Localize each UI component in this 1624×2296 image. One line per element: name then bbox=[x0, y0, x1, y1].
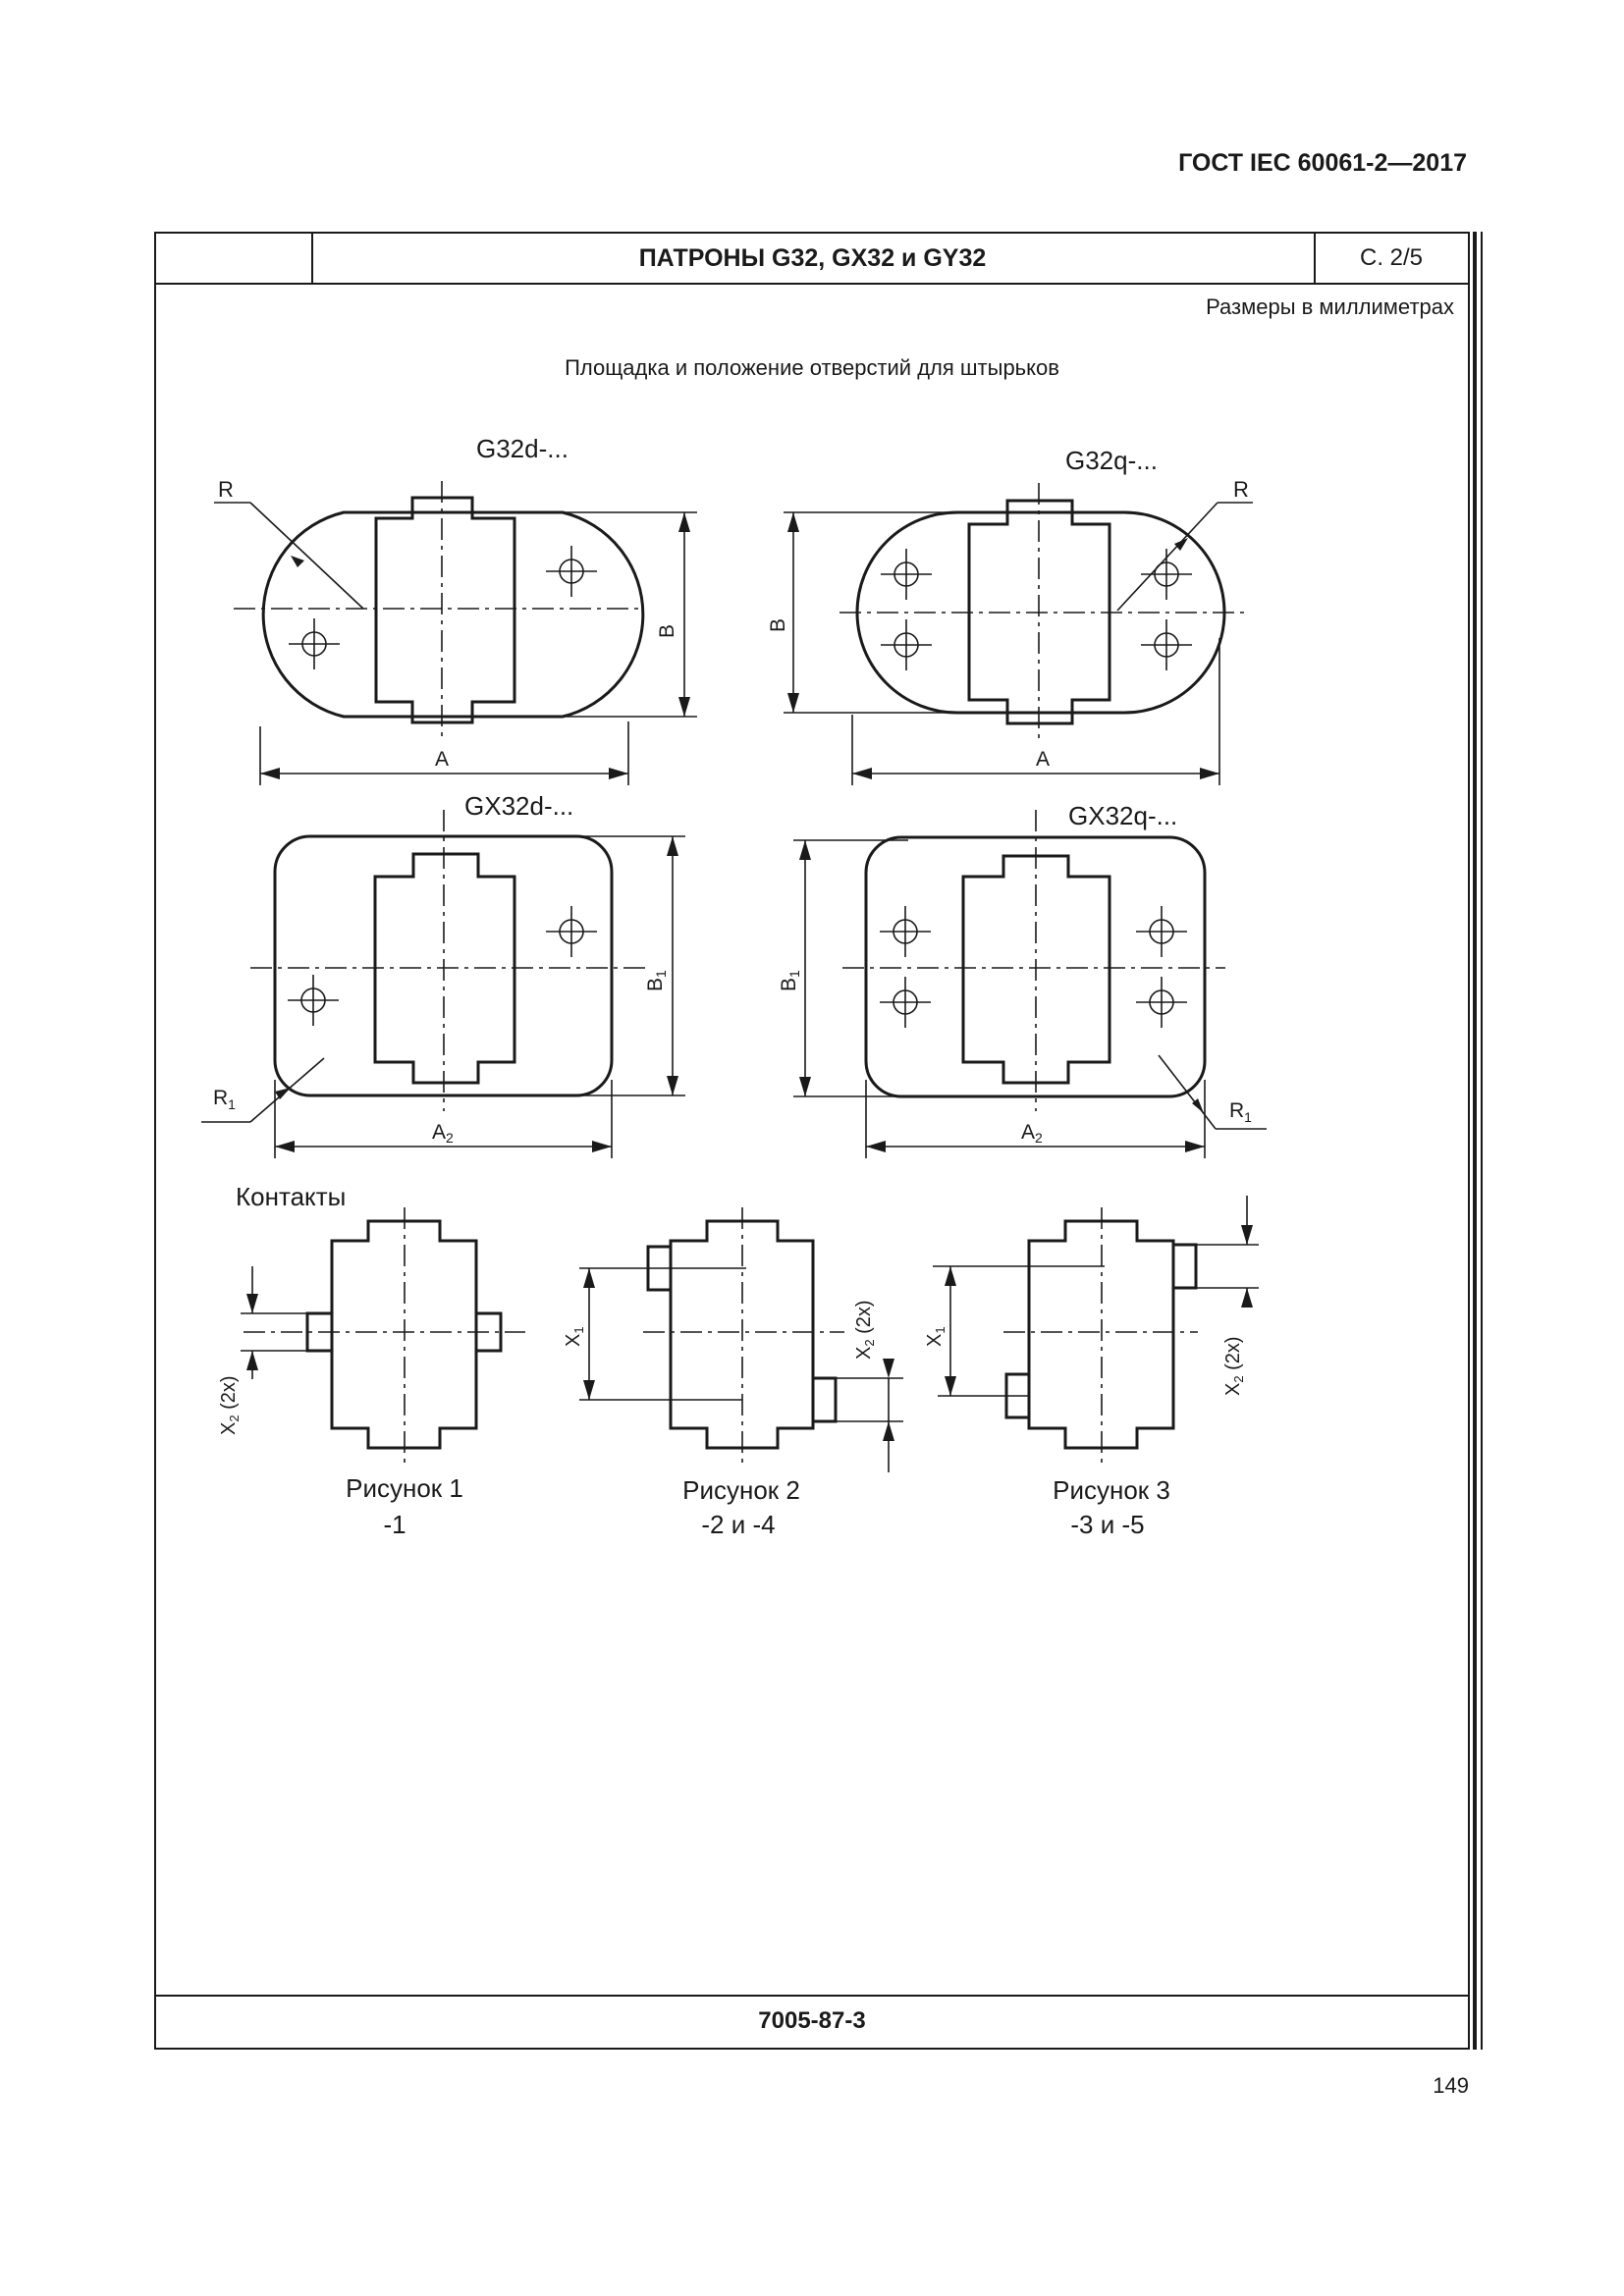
g32d-a-label: A bbox=[435, 748, 450, 771]
g32d-label: G32d-... bbox=[476, 434, 568, 463]
g32q-r-label: R bbox=[1233, 477, 1249, 502]
g32d-b-label: B bbox=[656, 623, 678, 638]
sheet-footer-code: 7005-87-3 bbox=[156, 1995, 1468, 2048]
gx32q-b1-label: B1 bbox=[778, 970, 802, 991]
gx32d-drawing bbox=[201, 791, 685, 1158]
g32q-b-label: B bbox=[767, 617, 789, 632]
fig1-x2-label: $X_2$ (2x) bbox=[218, 1375, 242, 1435]
sheet-title: ПАТРОНЫ G32, GX32 и GY32 bbox=[311, 234, 1316, 283]
g32q-drawing bbox=[767, 446, 1253, 785]
gx32d-label: GX32d-... bbox=[464, 791, 574, 821]
figure-1-caption: Рисунок 1 bbox=[346, 1473, 463, 1503]
gx32d-r1-label: $R_1$ bbox=[213, 1087, 236, 1112]
g32d-r-label: R bbox=[218, 477, 234, 502]
fig3-x2-label: $X_2$ (2x) bbox=[1222, 1336, 1246, 1396]
g32d-drawing bbox=[214, 434, 697, 785]
page-number: 149 bbox=[1433, 2073, 1469, 2098]
contact-figure-1 bbox=[218, 1207, 525, 1539]
fig2-x1-label: $X_1$ bbox=[563, 1326, 586, 1347]
sheet-number: С. 2/5 bbox=[1359, 244, 1424, 271]
section-caption: Площадка и положение отверстий для штырьков bbox=[565, 355, 1059, 380]
gx32q-label: GX32q-... bbox=[1068, 801, 1178, 830]
fig2-x2-label: $X_2$ (2x) bbox=[853, 1300, 877, 1360]
figure-1-suffix: -1 bbox=[383, 1510, 406, 1539]
fig3-x1-label: $X_1$ bbox=[924, 1326, 947, 1347]
g32q-label: G32q-... bbox=[1065, 446, 1158, 475]
figure-2-suffix: -2 и -4 bbox=[701, 1510, 776, 1539]
gx32d-a2-label: A2 bbox=[432, 1121, 454, 1146]
standard-number: ГОСТ IEC 60061-2—2017 bbox=[1178, 149, 1467, 177]
g32q-a-label: A bbox=[1036, 748, 1051, 771]
contacts-title: Контакты bbox=[236, 1182, 347, 1211]
contact-figure-3 bbox=[924, 1196, 1259, 1539]
gx32q-drawing bbox=[778, 801, 1267, 1158]
gx32d-b1-label: B1 bbox=[644, 970, 669, 991]
units-note: Размеры в миллиметрах bbox=[1206, 294, 1454, 319]
contact-figure-2 bbox=[563, 1207, 903, 1539]
figure-3-suffix: -3 и -5 bbox=[1070, 1510, 1145, 1539]
gx32q-r1-label: $R_1$ bbox=[1229, 1099, 1252, 1125]
figure-3-caption: Рисунок 3 bbox=[1053, 1475, 1170, 1505]
gx32q-a2-label: A2 bbox=[1021, 1121, 1043, 1146]
figure-2-caption: Рисунок 2 bbox=[682, 1475, 800, 1505]
